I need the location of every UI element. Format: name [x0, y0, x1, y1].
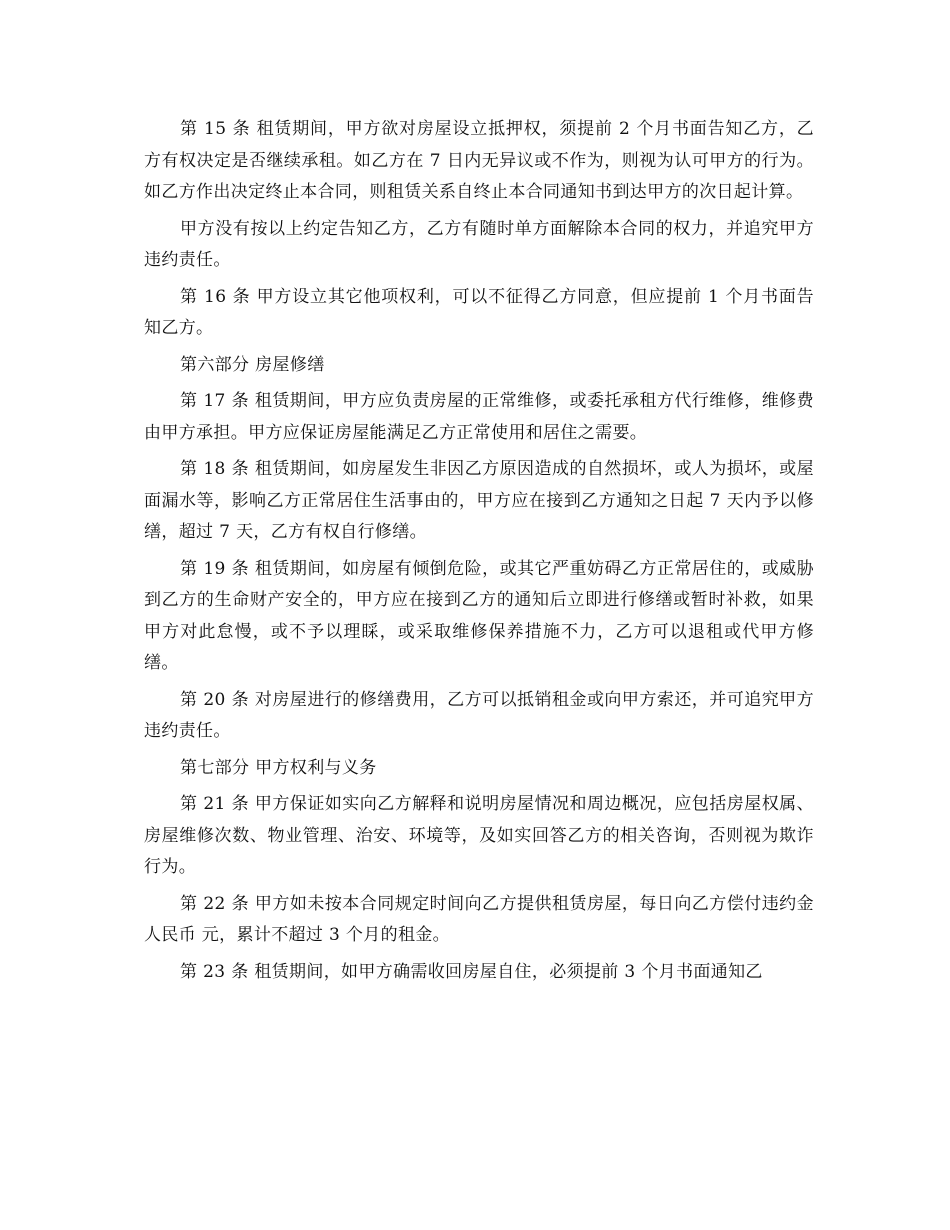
clause-22: 第 22 条 甲方如未按本合同规定时间向乙方提供租赁房屋，每日向乙方偿付违约金人民币 元，累计不超过 3 个月的租金。: [144, 893, 814, 945]
clause-18: 第 18 条 租赁期间，如房屋发生非因乙方原因造成的自然损坏，或人为损坏，或屋面漏水等，影响乙方正常居住生活事由的，甲方应在接到乙方通知之日起 7 天内予以修缮，超过 7 天，乙方有权自行修缮。: [144, 459, 814, 542]
section-heading-part-7: 第七部分 甲方权利与义务: [180, 757, 377, 778]
clause-15: 第 15 条 租赁期间，甲方欲对房屋设立抵押权，须提前 2 个月书面告知乙方，乙方有权决定是否继续承租。如乙方在 7 日内无异议或不作为，则视为认可甲方的行为。如乙方作出决定终止本合同，则租赁关系自终止本合同通知书到达甲方的次日起计算。: [144, 119, 814, 202]
clause-20: 第 20 条 对房屋进行的修缮费用，乙方可以抵销租金或向甲方索还，并可追究甲方违约责任。: [144, 689, 814, 741]
clause-23: 第 23 条 租赁期间，如甲方确需收回房屋自住，必须提前 3 个月书面通知乙: [180, 961, 763, 982]
clause-16: 第 16 条 甲方设立其它他项权利，可以不征得乙方同意，但应提前 1 个月书面告知乙方。: [144, 286, 814, 338]
clause-17: 第 17 条 租赁期间，甲方应负责房屋的正常维修，或委托承租方代行维修，维修费由甲方承担。甲方应保证房屋能满足乙方正常使用和居住之需要。: [144, 391, 814, 443]
clause-15-supplement: 甲方没有按以上约定告知乙方，乙方有随时单方面解除本合同的权力，并追究甲方违约责任。: [144, 218, 814, 270]
clause-21: 第 21 条 甲方保证如实向乙方解释和说明房屋情况和周边概况，应包括房屋权属、房屋维修次数、物业管理、治安、环境等，及如实回答乙方的相关咨询，否则视为欺诈行为。: [144, 794, 814, 877]
document-body: [144, 114, 814, 993]
section-heading-part-6: 第六部分 房屋修缮: [180, 354, 325, 375]
clause-19: 第 19 条 租赁期间，如房屋有倾倒危险，或其它严重妨碍乙方正常居住的，或威胁到乙方的生命财产安全的，甲方应在接到乙方的通知后立即进行修缮或暂时补救，如果甲方对此怠慢，或不予以理睬，或采取维修保养措施不力，乙方可以退租或代甲方修缮。: [144, 558, 814, 673]
